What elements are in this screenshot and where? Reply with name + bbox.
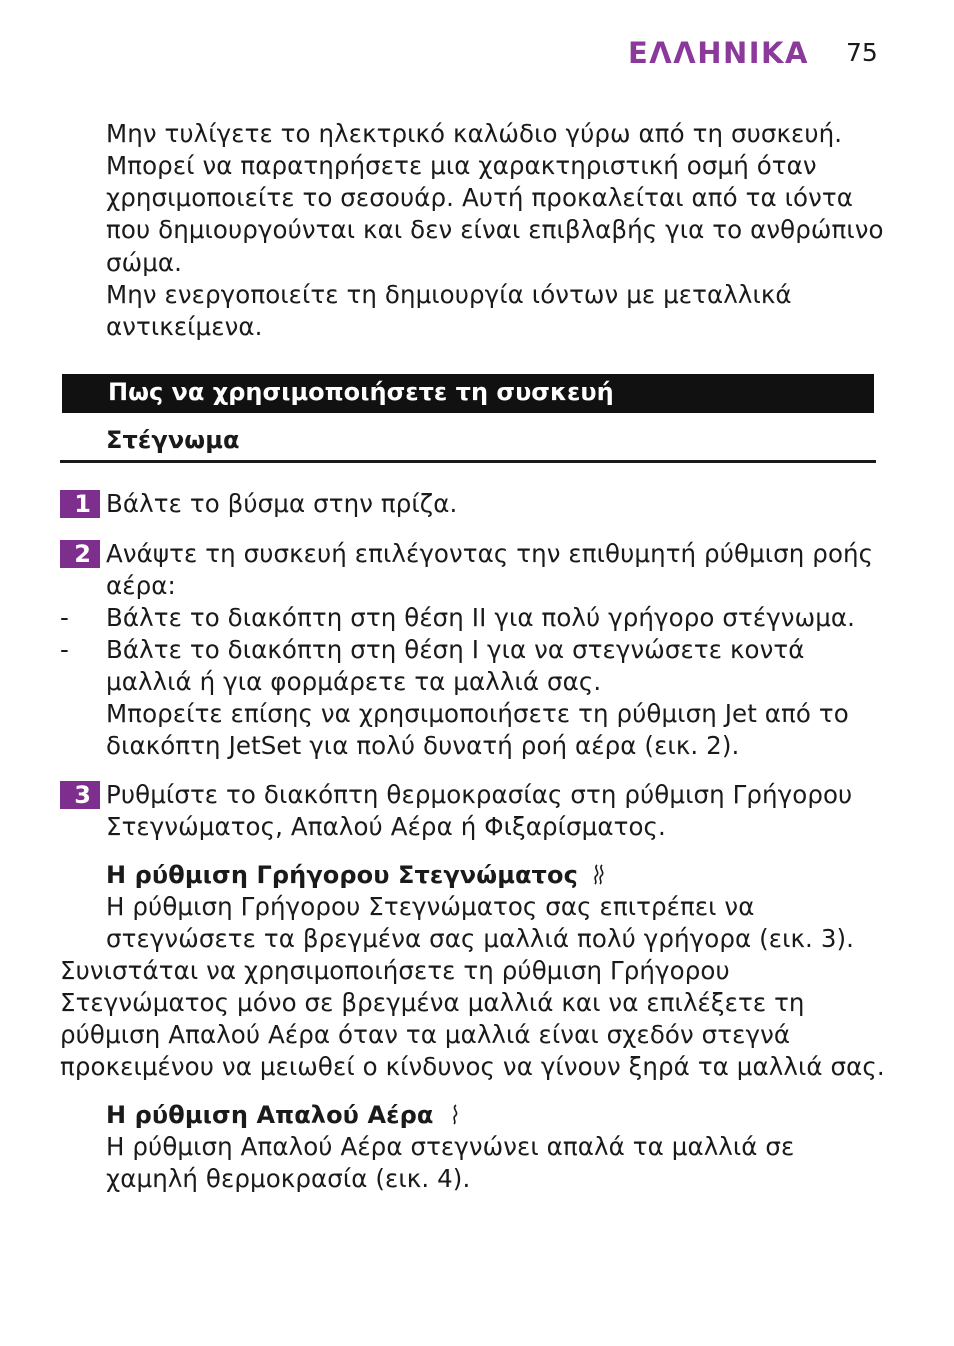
step-text: Βάλτε το βύσμα στην πρίζα.	[106, 489, 458, 518]
intro-line: που δημιουργούνται και δεν είναι επιβλαβής για το ανθρώπινο	[106, 215, 884, 244]
step-number-badge: 3	[60, 781, 100, 809]
step-text: Ανάψτε τη συσκευή επιλέγοντας την επιθυμητή ρύθμιση ροής	[106, 539, 874, 568]
intro-line: Μην ενεργοποιείτε τη δημιουργία ιόντων με μεταλλικά	[106, 280, 792, 309]
fast-dry-note-line: προκειμένου να μειωθεί ο κίνδυνος να γίνουν ξηρά τα μαλλιά σας.	[60, 1052, 885, 1081]
bullet-marker: -	[60, 635, 69, 664]
fast-dry-line: Η ρύθμιση Γρήγορου Στεγνώματος σας επιτρέπει να	[106, 892, 755, 921]
page-number: 75	[846, 38, 878, 67]
step-number-badge: 2	[60, 540, 100, 568]
step-text: Ρυθμίστε το διακόπτη θερμοκρασίας στη ρύθμιση Γρήγορου	[106, 780, 853, 809]
bullet-text: Βάλτε το διακόπτη στη θέση ΙΙ για πολύ γρήγορο στέγνωμα.	[106, 603, 856, 632]
gentle-air-heading	[106, 1099, 462, 1131]
gentle-air-line: Η ρύθμιση Απαλού Αέρα στεγνώνει απαλά τα μαλλιά σε	[106, 1132, 795, 1161]
intro-line: Μπορεί να παρατηρήσετε μια χαρακτηριστική οσμή όταν	[106, 151, 817, 180]
bullet-text: Βάλτε το διακόπτη στη θέση Ι για να στεγνώσετε κοντά	[106, 635, 805, 664]
fast-dry-title: Η ρύθμιση Γρήγορου Στεγνώματος	[106, 861, 578, 889]
intro-line: Μην τυλίγετε το ηλεκτρικό καλώδιο γύρω από τη συσκευή.	[106, 119, 843, 148]
intro-line: χρησιμοποιείτε το σεσουάρ. Αυτή προκαλείται από τα ιόντα	[106, 183, 853, 212]
divider-rule	[60, 460, 876, 463]
step-text: αέρα:	[106, 571, 176, 600]
subsection-title: Στέγνωμα	[106, 426, 240, 454]
gentle-air-line: χαμηλή θερμοκρασία (εικ. 4).	[106, 1164, 471, 1193]
fast-dry-note-line: Συνιστάται να χρησιμοποιήσετε τη ρύθμιση Γρήγορου	[60, 956, 730, 985]
fast-dry-note-line: ρύθμιση Απαλού Αέρα όταν τα μαλλιά είναι σχεδόν στεγνά	[60, 1020, 791, 1049]
intro-line: σώμα.	[106, 248, 183, 277]
jet-note-line: Μπορείτε επίσης να χρησιμοποιήσετε τη ρύθμιση Jet από το	[106, 699, 849, 728]
fast-dry-heading	[106, 859, 606, 891]
bullet-text: μαλλιά ή για φορμάρετε τα μαλλιά σας.	[106, 667, 602, 696]
language-heading: ΕΛΛΗΝΙΚΑ	[628, 36, 809, 70]
gentle-air-title: Η ρύθμιση Απαλού Αέρα	[106, 1101, 434, 1129]
step-number-badge: 1	[60, 490, 100, 518]
step-text: Στεγνώματος, Απαλού Αέρα ή Φιξαρίσματος.	[106, 812, 666, 841]
fast-dry-icon	[592, 863, 606, 885]
bullet-marker: -	[60, 603, 69, 632]
section-title: Πως να χρησιμοποιήσετε τη συσκευή	[108, 378, 614, 406]
jet-note-line: διακόπτη JetSet για πολύ δυνατή ροή αέρα (εικ. 2).	[106, 731, 740, 760]
fast-dry-note-line: Στεγνώματος μόνο σε βρεγμένα μαλλιά και να επιλέξετε τη	[60, 988, 805, 1017]
gentle-air-icon	[448, 1103, 462, 1125]
intro-line: αντικείμενα.	[106, 312, 263, 341]
fast-dry-line: στεγνώσετε τα βρεγμένα σας μαλλιά πολύ γρήγορα (εικ. 3).	[106, 924, 855, 953]
